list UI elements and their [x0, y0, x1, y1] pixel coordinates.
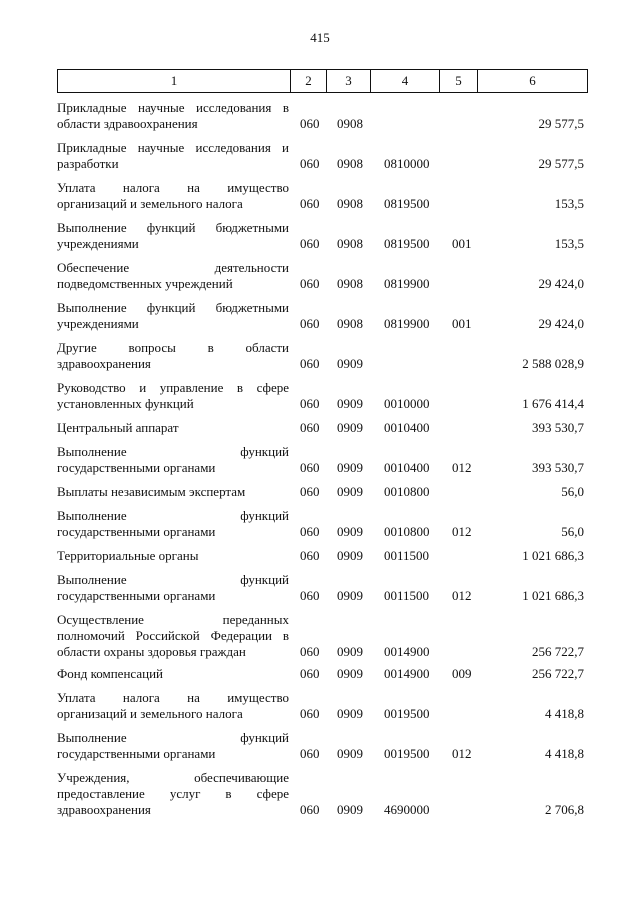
- row-name: [57, 666, 289, 682]
- row-c4: 0019500: [384, 706, 430, 721]
- row-name-line: области охраны здоровья граждан: [57, 644, 246, 659]
- row-c4: 0819500: [384, 196, 430, 211]
- row-name-line: государственными органами: [57, 588, 216, 603]
- row-c6: 256 722,7: [532, 644, 584, 659]
- row-c4: 0010800: [384, 484, 430, 499]
- row-name: [57, 180, 289, 212]
- row-c5: 001: [452, 316, 472, 331]
- row-name-line: здравоохранения: [57, 802, 151, 817]
- row-c6: 393 530,7: [532, 460, 584, 475]
- row-c3: 0909: [337, 644, 363, 659]
- row-c2: 060: [300, 588, 320, 603]
- row-c2: 060: [300, 116, 320, 131]
- header-col-3: 3: [327, 70, 371, 93]
- table-row: [0, 300, 640, 332]
- row-c3: 0909: [337, 460, 363, 475]
- row-c5: 012: [452, 524, 472, 539]
- table-row: [0, 572, 640, 604]
- row-c3: 0908: [337, 196, 363, 211]
- row-c3: 0908: [337, 236, 363, 251]
- row-name-line: учреждениями: [57, 236, 139, 251]
- row-c4: 0011500: [384, 588, 430, 603]
- row-c3: 0908: [337, 276, 363, 291]
- row-c2: 060: [300, 524, 320, 539]
- table-body: [0, 100, 640, 818]
- row-name-line: области здравоохранения: [57, 116, 198, 131]
- row-name: [57, 730, 289, 762]
- row-name-line: подведомственных учреждений: [57, 276, 233, 291]
- row-name: [57, 770, 289, 818]
- row-name-line: установленных функций: [57, 396, 194, 411]
- row-c3: 0909: [337, 588, 363, 603]
- row-name-line: Выполнение функций бюджетными: [57, 220, 289, 235]
- row-c4: 0010400: [384, 460, 430, 475]
- row-c4: 0010000: [384, 396, 430, 411]
- row-name: [57, 444, 289, 476]
- row-c3: 0909: [337, 396, 363, 411]
- row-c4: 4690000: [384, 802, 430, 817]
- page-number: 415: [310, 30, 330, 45]
- row-name-line: Учреждения, обеспечивающие: [57, 770, 289, 785]
- row-c3: 0909: [337, 706, 363, 721]
- row-name-line: Обеспечение деятельности: [57, 260, 289, 275]
- row-c6: 153,5: [554, 236, 584, 251]
- row-c3: 0908: [337, 116, 363, 131]
- row-name-line: Прикладные научные исследования в: [57, 100, 289, 115]
- row-c6: 56,0: [561, 524, 584, 539]
- row-c2: 060: [300, 666, 320, 681]
- header-col-4: 4: [371, 70, 440, 93]
- row-c3: 0909: [337, 524, 363, 539]
- row-name-line: Выполнение функций: [57, 730, 289, 745]
- header-col-2: 2: [291, 70, 327, 93]
- row-c3: 0909: [337, 666, 363, 681]
- row-c6: 393 530,7: [532, 420, 584, 435]
- row-c2: 060: [300, 156, 320, 171]
- row-name: [57, 340, 289, 372]
- header-col-5: 5: [440, 70, 478, 93]
- row-name: [57, 690, 289, 722]
- table-row: [0, 484, 640, 500]
- row-c2: 060: [300, 746, 320, 761]
- row-c2: 060: [300, 276, 320, 291]
- table-row: [0, 730, 640, 762]
- row-name: [57, 420, 289, 436]
- table-row: [0, 770, 640, 818]
- row-c4: 0819900: [384, 316, 430, 331]
- row-c2: 060: [300, 196, 320, 211]
- row-name: [57, 100, 289, 132]
- table-row: [0, 100, 640, 132]
- row-c2: 060: [300, 396, 320, 411]
- row-c2: 060: [300, 484, 320, 499]
- row-c6: 153,5: [554, 196, 584, 211]
- table-row: [0, 666, 640, 682]
- row-name-line: организаций и земельного налога: [57, 706, 243, 721]
- row-c4: 0010400: [384, 420, 430, 435]
- row-c2: 060: [300, 460, 320, 475]
- row-c3: 0909: [337, 746, 363, 761]
- row-c6: 1 021 686,3: [522, 588, 584, 603]
- row-name: [57, 260, 289, 292]
- table-row: [0, 612, 640, 660]
- table-row: [0, 180, 640, 212]
- table-row: [0, 140, 640, 172]
- row-name-line: полномочий Российской Федерации в: [57, 628, 289, 643]
- row-name: [57, 484, 289, 500]
- row-c2: 060: [300, 236, 320, 251]
- row-c3: 0908: [337, 316, 363, 331]
- row-c6: 29 577,5: [538, 156, 584, 171]
- header-col-6: 6: [478, 70, 588, 93]
- row-c3: 0909: [337, 420, 363, 435]
- row-name-line: Выполнение функций бюджетными: [57, 300, 289, 315]
- row-name-line: Выполнение функций: [57, 572, 289, 587]
- row-name-line: учреждениями: [57, 316, 139, 331]
- row-name-line: Выполнение функций: [57, 444, 289, 459]
- row-c6: 56,0: [561, 484, 584, 499]
- table-row: [0, 420, 640, 436]
- row-name: [57, 572, 289, 604]
- row-c4: 0819900: [384, 276, 430, 291]
- row-name-line: Выплаты независимым экспертам: [57, 484, 246, 499]
- table-row: [0, 340, 640, 372]
- row-c6: 4 418,8: [545, 746, 584, 761]
- header-col-1: 1: [58, 70, 291, 93]
- row-c6: 1 676 414,4: [522, 396, 584, 411]
- row-c6: 4 418,8: [545, 706, 584, 721]
- row-c6: 29 424,0: [538, 316, 584, 331]
- row-name: [57, 508, 289, 540]
- row-c4: 0011500: [384, 548, 430, 563]
- row-name-line: Другие вопросы в области: [57, 340, 289, 355]
- table-row: [0, 380, 640, 412]
- row-name-line: Прикладные научные исследования и: [57, 140, 289, 155]
- table-row: [0, 220, 640, 252]
- row-name-line: государственными органами: [57, 746, 216, 761]
- row-name-line: здравоохранения: [57, 356, 151, 371]
- row-c2: 060: [300, 706, 320, 721]
- row-c5: 012: [452, 746, 472, 761]
- row-c5: 012: [452, 588, 472, 603]
- row-c6: 1 021 686,3: [522, 548, 584, 563]
- row-name-line: государственными органами: [57, 524, 216, 539]
- row-name-line: разработки: [57, 156, 119, 171]
- table-header: [57, 69, 588, 93]
- row-name-line: Фонд компенсаций: [57, 666, 163, 681]
- row-name-line: Уплата налога на имущество: [57, 690, 289, 705]
- row-name-line: организаций и земельного налога: [57, 196, 243, 211]
- row-c6: 29 577,5: [538, 116, 584, 131]
- row-name: [57, 300, 289, 332]
- row-c5: 001: [452, 236, 472, 251]
- row-c3: 0909: [337, 356, 363, 371]
- row-c4: 0819500: [384, 236, 430, 251]
- row-c4: 0014900: [384, 666, 430, 681]
- row-name-line: предоставление услуг в сфере: [57, 786, 289, 801]
- row-name: [57, 548, 289, 564]
- table-row: [0, 690, 640, 722]
- row-c6: 256 722,7: [532, 666, 584, 681]
- row-c4: 0010800: [384, 524, 430, 539]
- table-row: [0, 260, 640, 292]
- table-row: [0, 548, 640, 564]
- row-c3: 0909: [337, 802, 363, 817]
- row-c4: 0810000: [384, 156, 430, 171]
- row-c2: 060: [300, 802, 320, 817]
- row-c2: 060: [300, 420, 320, 435]
- row-c6: 2 706,8: [545, 802, 584, 817]
- table-row: [0, 444, 640, 476]
- row-name-line: Осуществление переданных: [57, 612, 289, 627]
- row-c2: 060: [300, 316, 320, 331]
- row-c4: 0019500: [384, 746, 430, 761]
- row-name-line: Выполнение функций: [57, 508, 289, 523]
- row-c3: 0909: [337, 548, 363, 563]
- row-c5: 012: [452, 460, 472, 475]
- row-name-line: Уплата налога на имущество: [57, 180, 289, 195]
- row-name: [57, 612, 289, 660]
- row-c4: 0014900: [384, 644, 430, 659]
- row-name-line: Территориальные органы: [57, 548, 199, 563]
- row-c3: 0909: [337, 484, 363, 499]
- row-c2: 060: [300, 356, 320, 371]
- row-name: [57, 380, 289, 412]
- row-c6: 29 424,0: [538, 276, 584, 291]
- row-name: [57, 220, 289, 252]
- row-name-line: Руководство и управление в сфере: [57, 380, 289, 395]
- row-name-line: Центральный аппарат: [57, 420, 179, 435]
- table-row: [0, 508, 640, 540]
- row-c3: 0908: [337, 156, 363, 171]
- row-c2: 060: [300, 548, 320, 563]
- row-name-line: государственными органами: [57, 460, 216, 475]
- row-c5: 009: [452, 666, 472, 681]
- row-c2: 060: [300, 644, 320, 659]
- row-name: [57, 140, 289, 172]
- row-c6: 2 588 028,9: [522, 356, 584, 371]
